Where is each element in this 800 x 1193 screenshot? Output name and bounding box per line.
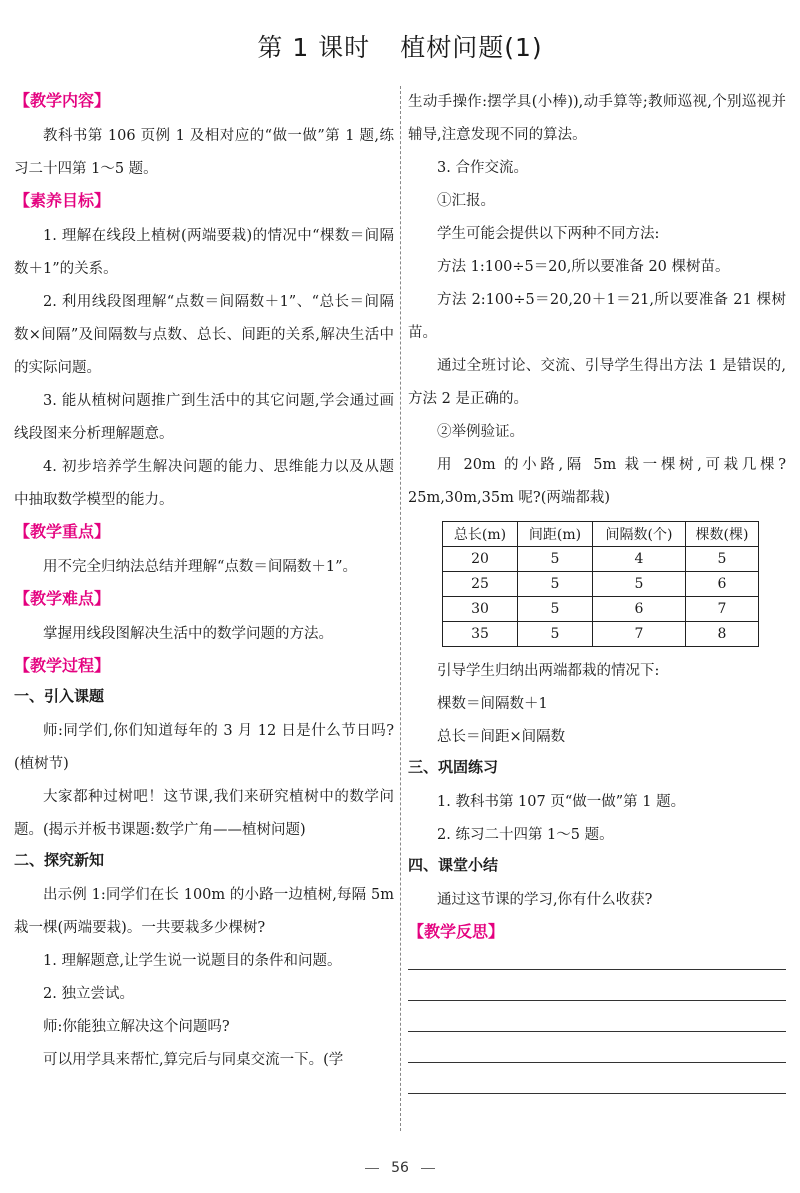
table-cell: 5: [686, 547, 759, 572]
table-header-row: [443, 522, 759, 547]
formula-2: 总长＝间距×间隔数: [437, 729, 566, 745]
table-cell: 20: [443, 547, 518, 572]
heading-difficulties: 【教学难点】: [14, 589, 111, 608]
footer-dash: [421, 1168, 435, 1169]
paragraph: 3. 合作交流。: [437, 160, 528, 176]
difficulty-text: 掌握用线段图解决生活中的数学问题的方法。: [43, 626, 333, 642]
table-cell: 5: [518, 622, 593, 647]
goal-item: 3. 能从植树问题推广到生活中的其它问题,学会通过画线段图来分析理解题意。: [14, 393, 394, 442]
paragraph: 1. 理解题意,让学生说一说题目的条件和问题。: [43, 953, 342, 969]
paragraph: 1. 教科书第 107 页“做一做”第 1 题。: [437, 794, 686, 810]
right-column: [408, 86, 786, 1124]
tree-table: [442, 521, 759, 647]
content-text: 教科书第 106 页例 1 及相对应的“做一做”第 1 题,练习二十四第 1～5 题。: [14, 128, 394, 177]
column-divider: [400, 86, 401, 1131]
table-cell: 6: [686, 572, 759, 597]
lesson-number: 第 1 课时: [257, 33, 371, 62]
goal-item: 4. 初步培养学生解决问题的能力、思维能力以及从题中抽取数学模型的能力。: [14, 459, 394, 508]
page-title: [0, 28, 800, 64]
paragraph: ①汇报。: [437, 193, 495, 209]
table-header: 间隔数(个): [593, 522, 686, 547]
table-cell: 30: [443, 597, 518, 622]
paragraph: 学生可能会提供以下两种不同方法:: [437, 226, 660, 242]
table-cell: 4: [593, 547, 686, 572]
section-practice: 三、巩固练习: [408, 758, 499, 776]
heading-reflection: 【教学反思】: [408, 922, 505, 941]
table-row: [443, 622, 759, 647]
heading-goals: 【素养目标】: [14, 191, 111, 210]
section-intro: 一、引入课题: [14, 687, 105, 705]
table-cell: 5: [518, 547, 593, 572]
table-header: 棵数(棵): [686, 522, 759, 547]
footer-dash: [365, 1168, 379, 1169]
table-header: 间距(m): [518, 522, 593, 547]
paragraph: 师:你能独立解决这个问题吗?: [43, 1019, 230, 1035]
table-cell: 6: [593, 597, 686, 622]
page-footer: [0, 1160, 800, 1176]
writing-line: [408, 1031, 786, 1032]
method-2: 方法 2:100÷5＝20,20＋1＝21,所以要准备 21 棵树苗。: [408, 292, 786, 341]
paragraph: 通过这节课的学习,你有什么收获?: [437, 892, 653, 908]
paragraph: 2. 独立尝试。: [43, 986, 134, 1002]
table-row: [443, 572, 759, 597]
paragraph: 可以用学具来帮忙,算完后与同桌交流一下。(学: [43, 1052, 344, 1068]
formula-1: 棵数＝间隔数＋1: [437, 696, 548, 712]
paragraph: 出示例 1:同学们在长 100m 的小路一边植树,每隔 5m 栽一棵(两端要栽)。一共要栽多少棵树?: [14, 887, 394, 936]
heading-content: 【教学内容】: [14, 91, 111, 110]
heading-key-points: 【教学重点】: [14, 522, 111, 541]
table-cell: 35: [443, 622, 518, 647]
key-point-text: 用不完全归纳法总结并理解“点数＝间隔数＋1”。: [43, 559, 358, 575]
goal-item: 1. 理解在线段上植树(两端要栽)的情况中“棵数＝间隔数＋1”的关系。: [14, 228, 394, 277]
writing-line: [408, 969, 786, 970]
paragraph: 用 20m 的小路,隔 5m 栽一棵树,可栽几棵?25m,30m,35m 呢?(两端都栽): [408, 457, 786, 506]
paragraph: 师:同学们,你们知道每年的 3 月 12 日是什么节日吗?(植树节): [14, 723, 394, 772]
table-cell: 5: [518, 597, 593, 622]
goal-item: 2. 利用线段图理解“点数＝间隔数＋1”、“总长＝间隔数×间隔”及间隔数与点数、总长、间距的关系,解决生活中的实际问题。: [14, 294, 394, 376]
section-summary: 四、课堂小结: [408, 856, 499, 874]
left-column: [14, 86, 394, 1077]
heading-process: 【教学过程】: [14, 656, 111, 675]
table-cell: 25: [443, 572, 518, 597]
table-cell: 8: [686, 622, 759, 647]
table-row: [443, 547, 759, 572]
table-cell: 5: [593, 572, 686, 597]
paragraph: 引导学生归纳出两端都栽的情况下:: [437, 663, 660, 679]
table-header: 总长(m): [443, 522, 518, 547]
section-explore: 二、探究新知: [14, 851, 105, 869]
paragraph: 2. 练习二十四第 1～5 题。: [437, 827, 614, 843]
table-cell: 5: [518, 572, 593, 597]
writing-line: [408, 1000, 786, 1001]
paragraph: 生动手操作:摆学具(小棒)),动手算等;教师巡视,个别巡视并辅导,注意发现不同的算法。: [408, 94, 786, 143]
method-1: 方法 1:100÷5＝20,所以要准备 20 棵树苗。: [437, 259, 730, 275]
table-row: [443, 597, 759, 622]
table-cell: 7: [686, 597, 759, 622]
paragraph: 大家都种过树吧！这节课,我们来研究植树中的数学问题。(揭示并板书课题:数学广角——植树问题): [14, 789, 394, 838]
page-number: 56: [391, 1160, 409, 1176]
writing-line: [408, 1093, 786, 1094]
table-cell: 7: [593, 622, 686, 647]
writing-line: [408, 1062, 786, 1063]
paragraph: 通过全班讨论、交流、引导学生得出方法 1 是错误的,方法 2 是正确的。: [408, 358, 786, 407]
lesson-topic: 植树问题(1): [400, 33, 543, 62]
paragraph: ②举例验证。: [437, 424, 524, 440]
